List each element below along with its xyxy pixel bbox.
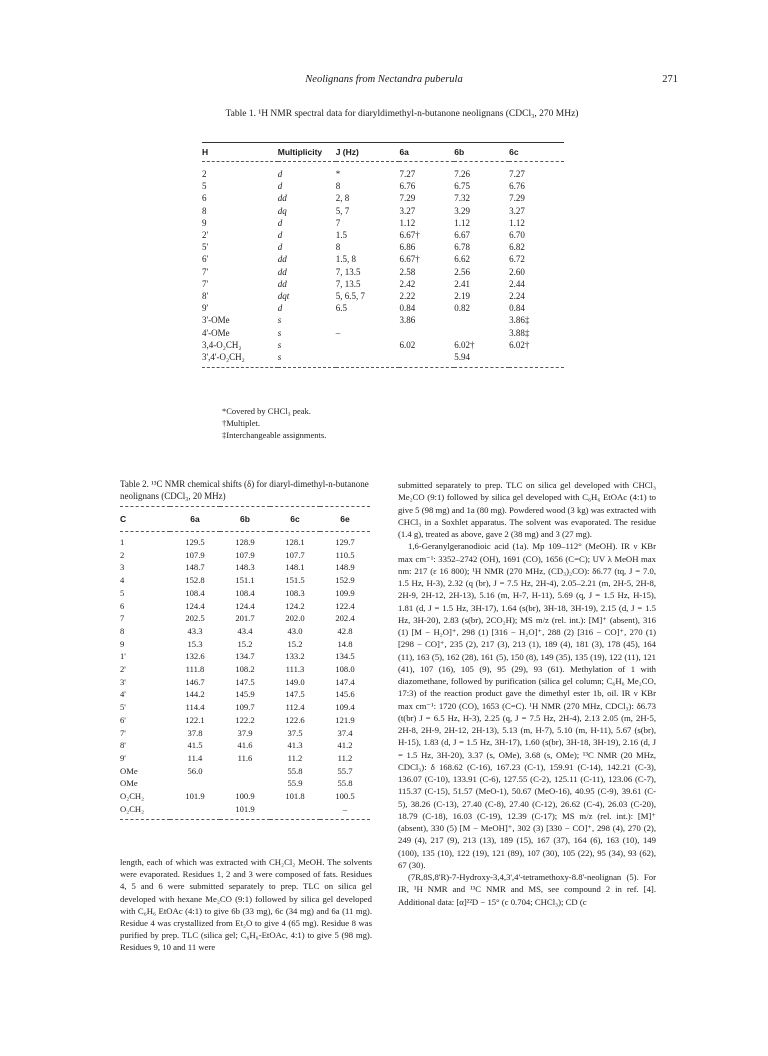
table-cell: 129.5 <box>185 537 205 547</box>
table-cell: 37.4 <box>337 727 353 738</box>
table-cell: dd <box>277 266 287 277</box>
table-cell: 7.26 <box>454 169 471 179</box>
table-cell: 14.8 <box>337 638 353 649</box>
table-cell: 134.5 <box>335 651 355 662</box>
table-cell: 122.4 <box>335 600 355 611</box>
table-row <box>120 574 370 587</box>
table-cell: 5 <box>202 181 207 192</box>
table-cell: 3,4-O₂CH₂ <box>202 339 242 350</box>
table-cell: 7.27 <box>509 169 525 179</box>
table-cell: 6.70 <box>509 230 525 241</box>
table-cell <box>454 314 509 326</box>
table-cell: s <box>277 327 282 338</box>
table-cell: OMe <box>120 765 138 776</box>
table-cell: 128.1 <box>285 537 305 547</box>
table-cell: 111.3 <box>285 664 305 675</box>
table-cell: O₂CH₂ <box>120 803 170 820</box>
table1-caption: Table 1. ¹H NMR spectral data for diaryldimethyl-n-butanone neolignans (CDCl₃, 270 MHz) <box>225 109 579 119</box>
table-row <box>120 587 370 600</box>
table-row <box>120 714 370 727</box>
table-cell: 8 <box>335 242 341 253</box>
table-row <box>120 803 370 820</box>
table-cell: 9' <box>120 752 126 763</box>
table-cell: s <box>278 351 336 368</box>
table1-col-header: J (Hz) <box>336 143 400 162</box>
table-row <box>202 253 564 265</box>
table-cell: 109.9 <box>335 587 355 598</box>
table-cell: 0.82 <box>454 303 471 314</box>
table-cell: d <box>277 230 283 241</box>
table-cell: 6.78 <box>454 242 471 253</box>
table-cell: 151.5 <box>285 575 305 586</box>
table-cell: 11.2 <box>337 752 353 763</box>
table-cell: 41.3 <box>287 740 303 751</box>
table-row <box>120 638 370 651</box>
table-cell: 128.9 <box>235 537 255 547</box>
table-row <box>120 676 370 689</box>
table-cell: 148.1 <box>285 562 305 573</box>
table2-col-header: C <box>120 507 170 532</box>
table-cell: 1 <box>120 537 125 547</box>
table-cell: 3'-OMe <box>202 315 230 326</box>
table-cell: 101.9 <box>185 791 205 802</box>
table-cell: 55.9 <box>287 778 303 789</box>
table-row <box>120 688 370 701</box>
table-cell: 108.0 <box>335 664 355 675</box>
table-row <box>120 625 370 638</box>
table-row <box>120 727 370 740</box>
table-cell: 2' <box>202 230 209 241</box>
table-cell: 2.24 <box>509 291 525 302</box>
table-row <box>202 229 564 241</box>
table-cell: 7 <box>335 217 341 228</box>
table-cell: 2.44 <box>509 278 525 289</box>
table-cell: 3' <box>120 676 126 687</box>
table-cell: 202.5 <box>185 613 205 624</box>
table-row <box>120 650 370 663</box>
table-cell: 148.7 <box>185 562 205 573</box>
table-cell: d <box>277 217 283 228</box>
table-cell <box>336 339 400 351</box>
table1-footnote: †Multiplet. <box>222 418 261 428</box>
table-cell: 112.4 <box>285 702 305 713</box>
table-cell: 4'-OMe <box>202 327 230 338</box>
table-cell: 110.5 <box>335 549 355 560</box>
table-cell: 101.9 <box>220 803 270 820</box>
table-row <box>202 217 564 229</box>
paragraph: (7R,8S,8'R)-7-Hydroxy-3,4,3',4'-tetramethoxy-8.8'-neolignan (5). For IR, ¹H NMR and ¹³C NMR and MS, see compound 2 in ref. [4]. Additional data: [α]²²D − 15° (c 0.704; CHCl₃); CD (c <box>398 872 656 907</box>
table-cell: 3.86‡ <box>509 315 530 326</box>
table-cell: 147.5 <box>285 689 305 700</box>
table-cell: 2.56 <box>454 266 471 277</box>
table-cell: 100.9 <box>235 791 255 802</box>
table-row <box>120 739 370 752</box>
table1-footnote: *Covered by CHCl₃ peak. <box>222 406 311 416</box>
table-cell: 0.84 <box>399 303 416 314</box>
table-row <box>120 752 370 765</box>
table-cell: 134.7 <box>235 651 255 662</box>
table-row <box>202 241 564 253</box>
table-cell: 132.6 <box>185 651 205 662</box>
table-cell: 122.6 <box>285 714 305 725</box>
table-cell: 145.9 <box>235 689 255 700</box>
table-cell <box>336 351 400 368</box>
table-cell: 7, 13.5 <box>335 266 361 277</box>
table-row <box>202 180 564 192</box>
table-cell: 6.76 <box>509 181 525 192</box>
table-cell: 6 <box>202 193 207 204</box>
table-cell: 0.84 <box>509 303 525 314</box>
table-cell: 55.7 <box>337 765 353 776</box>
table-cell: 122.1 <box>185 714 205 725</box>
table-cell: 148.9 <box>335 562 355 573</box>
table-cell: 8' <box>120 740 126 751</box>
table-cell: 5 <box>120 587 125 598</box>
table-row <box>120 612 370 625</box>
table-cell: dq <box>277 205 287 216</box>
table1-col-header: 6b <box>454 143 509 162</box>
table-cell: 124.4 <box>185 600 205 611</box>
table-cell: – <box>320 803 370 820</box>
table-cell: * <box>335 169 341 179</box>
table-cell: 2 <box>120 549 125 560</box>
table1-footnotes <box>222 405 326 441</box>
table1-col-header: 6c <box>509 143 564 162</box>
table2-header-row <box>120 507 370 532</box>
table-cell <box>399 327 454 339</box>
table-cell: 202.0 <box>285 613 305 624</box>
table-cell: 1' <box>120 651 126 662</box>
table-cell: 15.2 <box>287 638 303 649</box>
table-cell: 8' <box>202 291 209 302</box>
table-cell: 6.67† <box>399 254 420 265</box>
table2-body <box>120 532 370 820</box>
table-cell: 1.12 <box>454 217 471 228</box>
table-row <box>120 777 370 790</box>
paragraph: length, each of which was extracted with CH₂Cl₂ MeOH. The solvents were evaporated. Residues 1, 2 and 3 were composed of fats. Residues 4, 5 and 6 were submitted separately to prep. TLC on silica gel developed with hexane Me₂CO (9:1) followed by silica gel developed with C₆H₆ EtOAc (4:1) to give 6b (33 mg), 6c (34 mg) and 6a (11 mg). Residue 4 was crystallized from Et₂O to give 4 (65 mg). Residue 8 was purified by prep. TLC (silica gel; C₆H₆-EtOAc, 4:1) to give 5 (98 mg). Residues 9, 10 and 11 were <box>120 857 372 953</box>
table-cell <box>220 765 270 778</box>
table-cell: 41.6 <box>237 740 253 751</box>
right-column-text <box>398 479 656 908</box>
table2-col-header: 6a <box>170 507 220 532</box>
table-cell: 7.27 <box>399 169 416 179</box>
table-cell: s <box>277 315 282 326</box>
table-row <box>120 532 370 549</box>
table-cell: 5.94 <box>454 351 509 368</box>
table-cell: 6' <box>120 714 126 725</box>
table-cell: 122.2 <box>235 714 255 725</box>
table-cell: 5' <box>202 242 209 253</box>
table-cell: 3.27 <box>509 205 525 216</box>
table-cell: 6.02 <box>399 339 416 350</box>
table-cell: 100.5 <box>335 791 355 802</box>
table-cell: d <box>277 181 283 192</box>
table-cell: 43.3 <box>187 625 203 636</box>
table-row <box>202 278 564 290</box>
table-cell: 15.2 <box>237 638 253 649</box>
table-cell: 3.27 <box>399 205 416 216</box>
table1-header-row <box>202 143 564 162</box>
table-cell: 1.5, 8 <box>335 254 356 265</box>
table-cell: 107.9 <box>185 549 205 560</box>
table-cell: 108.2 <box>235 664 255 675</box>
table-cell: 107.7 <box>285 549 305 560</box>
table-cell: 2 <box>202 169 207 179</box>
table-cell: 1.5 <box>335 230 347 241</box>
table-cell: 3.29 <box>454 205 471 216</box>
left-column-text <box>120 856 372 954</box>
table-row <box>120 600 370 613</box>
table-cell: 2.41 <box>454 278 471 289</box>
table-cell: 151.1 <box>235 575 255 586</box>
table-cell: 108.4 <box>185 587 205 598</box>
table-cell: 4' <box>120 689 126 700</box>
table-cell <box>170 777 220 790</box>
table-cell: – <box>335 327 341 338</box>
table-cell: 7.29 <box>509 193 525 204</box>
table-cell: 1.12 <box>399 217 416 228</box>
table-cell: 5, 7 <box>335 205 350 216</box>
page-number: 271 <box>662 74 678 85</box>
table-cell: dd <box>277 254 287 265</box>
table-cell: 6 <box>120 600 125 611</box>
table-row <box>202 192 564 204</box>
table-cell: 2.60 <box>509 266 525 277</box>
table-cell: 42.8 <box>337 625 353 636</box>
table-row <box>120 663 370 676</box>
table-cell: 7' <box>120 727 126 738</box>
table-cell: s <box>277 339 282 350</box>
table1-col-header: 6a <box>399 143 454 162</box>
table-cell: 11.2 <box>287 752 303 763</box>
table2-col-header: 6b <box>220 507 270 532</box>
table-cell: 7.32 <box>454 193 471 204</box>
table-cell: 152.8 <box>185 575 205 586</box>
table-row <box>120 790 370 803</box>
table-cell: 152.9 <box>335 575 355 586</box>
table-cell: 109.4 <box>335 702 355 713</box>
table-cell: 7.29 <box>399 193 416 204</box>
table-cell <box>509 351 564 368</box>
table-row <box>202 205 564 217</box>
table-cell: 2' <box>120 664 126 675</box>
table2-col-header: 6e <box>320 507 370 532</box>
table-cell: 108.4 <box>235 587 255 598</box>
table-cell: 56.0 <box>187 765 203 776</box>
table1-footnote: ‡Interchangeable assignments. <box>222 430 327 440</box>
table-cell: 202.4 <box>335 613 355 624</box>
table-cell: 5, 6.5, 7 <box>335 291 365 302</box>
table-cell: 8 <box>120 625 125 636</box>
table-cell: 11.4 <box>187 752 203 763</box>
running-header: Neolignans from Nectandra puberula <box>305 74 463 85</box>
table-cell: 6.5 <box>335 303 347 314</box>
table-cell: 2.22 <box>399 291 416 302</box>
table-cell: dd <box>277 193 287 204</box>
table-row <box>202 266 564 278</box>
table-row <box>120 765 370 778</box>
table-cell: 146.7 <box>185 676 205 687</box>
table1-col-header: Multiplicity <box>278 143 336 162</box>
table-cell: 5' <box>120 702 126 713</box>
table-cell: 6.75 <box>454 181 471 192</box>
table1-col-header: H <box>202 143 278 162</box>
table1-body <box>202 162 564 368</box>
paragraph: 1,6-Geranylgeranodioic acid (1a). Mp 109–112° (MeOH). IR ν KBr max cm⁻¹: 3352–2742 (OH), 1691 (CO), 1656 (C=C); UV λ MeOH max nm: 217 (ε 16 800); ¹H NMR (270 MHz, (CD₃)₂CO): δ6.77 (tq, J = 7.0, 1.5 Hz, H-3), 2.32 (q (br), J = 7.5 Hz, 2H-4), 2.05–2.21 (m, 2H-5, 2H-8, 2H-9, 2H-12, 2H-13), 5.16 (m, H-7, H-11), 5.69 (q, J = 1.5 Hz, H-15), 1.81 (d, J = 1.5 Hz, 3H-17), 1.64 (s(br), 3H-18, 3H-19), 2.15 (d, J = 1.5 Hz, 3H-20), 2.83 (s(br), 2CO₂H); MS m/z (rel. int.): [M]⁺ (absent), 316 (1) [M − H₂O]⁺, 298 (1) [316 − H₂O]⁺, 288 (2) [316 − CO]⁺, 270 (1) [298 − CO]⁺, 235 (2), 217 (3), 213 (1), 189 (4), 181 (3), 178 (45), 164 (11), 163 (5), 162 (28), 161 (5), 150 (8), 149 (35), 135 (19), 122 (11), 121 (41), 107 (16), 105 (9), 95 (29), 93 (61). Methylation of 1 with diazomethane, followed by purification (silica gel column; C₆H₆ Me₂CO, 17:3) of the reaction product gave the dimethyl ester 1b, oil. IR ν KBr max cm⁻¹: 1720 (CO), 1653 (C=C). ¹H NMR (270 MHz, CDCl₃): δ6.73 (t(br) J = 6.5 Hz, H-3), 2.25 (q, J = 7.5 Hz, 2H-4), 2.13 2.05 (m, 2H-5, 2H-8, 2H-9, 2H-12, 2H-13), 5.13 (m, H-7), 5.10 (m, H-11), 5.67 (s(br), H-15), 1.83 (d, J = 1.5 Hz, 3H-17), 1.60 (s(br), 3H-18, 3H-19), 2.16 (d, J = 1.5 Hz, 3H-20), 3.37 (s, OMe), 3.68 (s, OMe); ¹³C NMR (20 MHz, CDCl₃): δ 168.62 (C-16), 167.23 (C-1), 159.91 (C-14), 142.21 (C-3), 136.07 (C-10), 133.91 (C-6), 127.55 (C-2), 125.11 (C-11), 123.06 (C-7), 115.37 (C-15), 51.57 (MeO-1), 50.67 (MeO-16), 40.95 (C-9), 39.61 (C-5), 38.26 (C-13), 27.40 (C-8), 27.40 (C-12), 26.62 (C-4), 26.03 (C-20), 18.79 (C-18), 16.03 (C-19), 12.39 (C-17); MS m/z (rel. int.): [M]⁺ (absent), 330 (5) [M − MeOH]⁺, 302 (3) [330 − CO]⁺, 298 (4), 270 (2), 249 (4), 217 (9), 213 (13), 189 (15), 167 (37), 164 (6), 163 (10), 149 (100), 135 (10), 122 (19), 121 (89), 107 (30), 105 (22), 95 (34), 93 (62), 67 (30). <box>398 541 656 870</box>
table-cell: 6.86 <box>399 242 416 253</box>
table-cell <box>336 314 400 326</box>
table-cell: 6.02† <box>454 339 475 350</box>
table-row <box>120 561 370 574</box>
table-row <box>120 701 370 714</box>
table-cell: 6' <box>202 254 209 265</box>
table-cell: 6.82 <box>509 242 525 253</box>
table-cell: 144.2 <box>185 689 205 700</box>
table-cell <box>270 803 320 820</box>
table-cell: 201.7 <box>235 613 255 624</box>
table-cell: 15.3 <box>187 638 203 649</box>
table-cell: 7' <box>202 278 209 289</box>
table-cell: 55.8 <box>287 765 303 776</box>
table-row <box>202 302 564 314</box>
table2-caption: Table 2. ¹³C NMR chemical shifts (δ) for diaryl-dimethyl-n-butanone neolignans (CDCl₃, 20 MHz) <box>120 479 369 501</box>
table-cell: 9 <box>202 217 207 228</box>
table-cell: 4 <box>120 575 125 586</box>
table-cell: 121.9 <box>335 714 355 725</box>
table-cell: 6.67 <box>454 230 471 241</box>
table-cell: 101.8 <box>285 791 305 802</box>
table-row <box>120 549 370 562</box>
table-cell <box>399 351 454 368</box>
table-cell: 124.2 <box>285 600 305 611</box>
table-cell: 37.9 <box>237 727 253 738</box>
table1 <box>202 142 564 368</box>
table-cell: 3.88‡ <box>509 327 530 338</box>
table-cell <box>220 777 270 790</box>
table-cell: 37.8 <box>187 727 203 738</box>
table-cell: 2.19 <box>454 291 471 302</box>
table-cell: d <box>277 169 283 179</box>
table-cell: OMe <box>120 778 138 789</box>
table-cell: 7 <box>120 613 125 624</box>
table-row <box>202 327 564 339</box>
table2-col-header: 6c <box>270 507 320 532</box>
table-cell: 114.4 <box>185 702 205 713</box>
table-row <box>202 162 564 181</box>
table-cell: 111.8 <box>185 664 205 675</box>
table-cell: 43.4 <box>237 625 253 636</box>
table-cell: d <box>277 303 283 314</box>
table2 <box>120 506 370 820</box>
table-cell: 6.67† <box>399 230 420 241</box>
table-cell: 43.0 <box>287 625 303 636</box>
table-cell: 107.9 <box>235 549 255 560</box>
table-cell: 133.2 <box>285 651 305 662</box>
table-cell: O₂CH₂ <box>120 791 145 802</box>
table-cell: dqt <box>277 291 290 302</box>
table-row <box>202 290 564 302</box>
table-cell: 2.42 <box>399 278 416 289</box>
table-cell: 55.8 <box>337 778 353 789</box>
table-row <box>202 339 564 351</box>
paragraph: submitted separately to prep. TLC on silica gel developed with CHCl₃ Me₂CO (9:1) followed by silica gel developed with C₆H₆ EtOAc (4:1) to give 5 (98 mg) and 1a (80 mg). Powdered wood (3 kg) was extracted with CHCl₃ in a Soxhlet apparatus. The solvent was evaporated. The residue (1.4 g), treated as above, gave 2 (38 mg) and 3 (27 mg). <box>398 480 656 539</box>
table-cell <box>454 327 509 339</box>
table-cell: 37.5 <box>287 727 303 738</box>
table-cell: 149.0 <box>285 676 305 687</box>
table-cell: 7' <box>202 266 209 277</box>
table-cell: 148.3 <box>235 562 255 573</box>
table-cell: 6.76 <box>399 181 416 192</box>
table-cell: 41.5 <box>187 740 203 751</box>
table-cell: 109.7 <box>235 702 255 713</box>
table-cell: 9' <box>202 303 209 314</box>
table-row <box>202 351 564 368</box>
table-cell: dd <box>277 278 287 289</box>
table-cell: 147.5 <box>235 676 255 687</box>
table-cell: 145.6 <box>335 689 355 700</box>
table-cell: 11.6 <box>237 752 253 763</box>
table-cell: 1.12 <box>509 217 525 228</box>
table-cell: 2.58 <box>399 266 416 277</box>
table-cell: 3 <box>120 562 125 573</box>
table-cell: 3',4'-O₂CH₂ <box>202 351 278 368</box>
table-cell: 124.4 <box>235 600 255 611</box>
table-cell: 6.62 <box>454 254 471 265</box>
table-cell: 108.3 <box>285 587 305 598</box>
table-cell: 3.86 <box>399 315 416 326</box>
table-cell: 41.2 <box>337 740 353 751</box>
table-cell: 129.7 <box>335 537 355 547</box>
table-cell: 2, 8 <box>335 193 350 204</box>
table-row <box>202 314 564 326</box>
table-cell: 147.4 <box>335 676 355 687</box>
table-cell: 6.72 <box>509 254 525 265</box>
table-cell: 9 <box>120 638 125 649</box>
table-cell <box>170 803 220 820</box>
table-cell: 8 <box>202 205 207 216</box>
table-cell: 8 <box>335 181 341 192</box>
table-cell: d <box>277 242 283 253</box>
table-cell: 7, 13.5 <box>335 278 361 289</box>
table-cell: 6.02† <box>509 339 530 350</box>
